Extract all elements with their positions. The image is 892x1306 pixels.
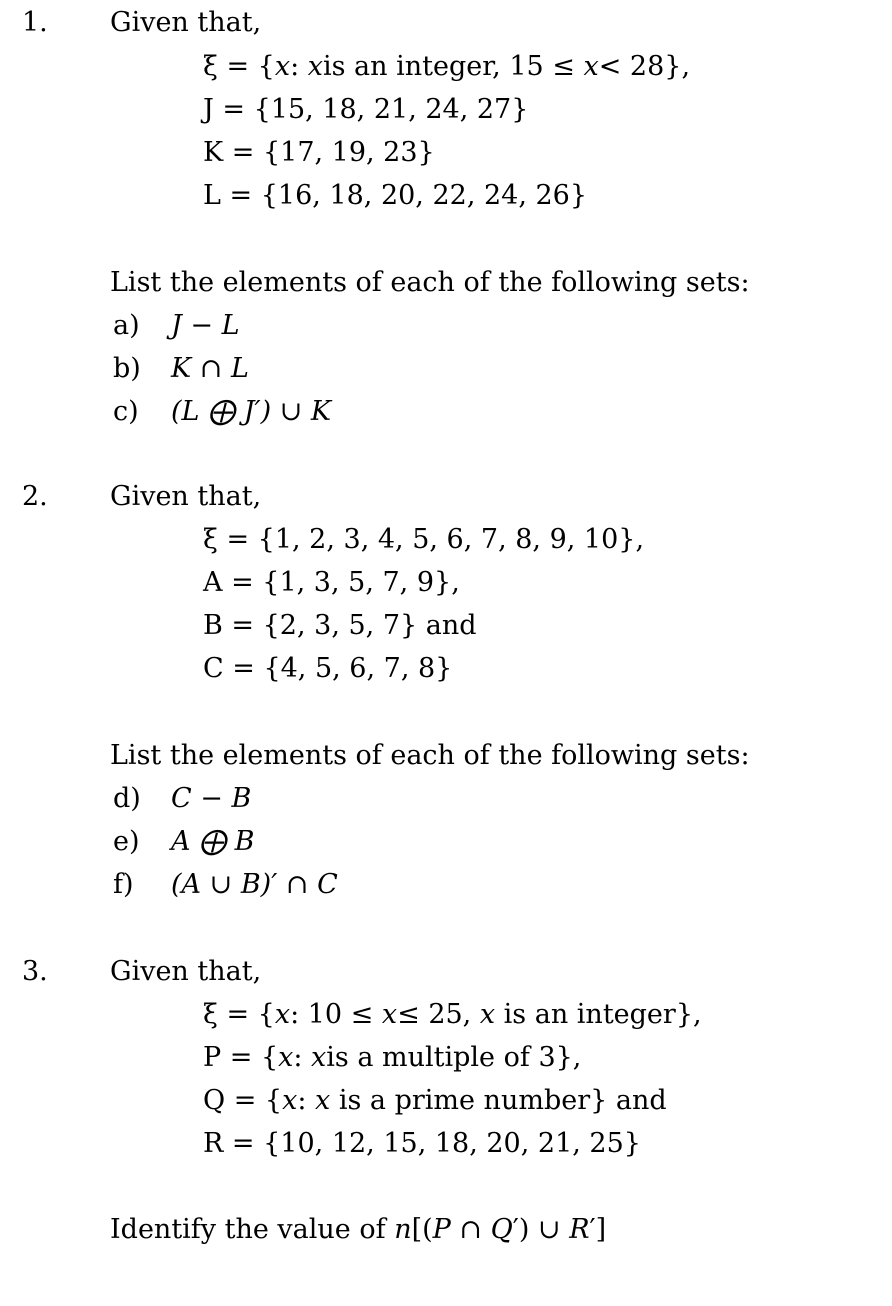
item-label: c)	[113, 396, 139, 427]
question-1-universal-set: ξ = {𝑥: 𝑥is an integer, 15 ≤ 𝑥< 28},	[203, 51, 691, 82]
question-2-number: 2.	[22, 481, 48, 512]
question-2-set-a: A = {1, 3, 5, 7, 9},	[203, 567, 460, 598]
question-3-universal-set: ξ = {𝑥: 10 ≤ 𝑥≤ 25, 𝑥 is an integer},	[203, 999, 702, 1030]
question-2-item-d	[113, 782, 251, 816]
item-expression: 𝐾 ∩ 𝐿	[171, 353, 249, 384]
question-1-number: 1.	[22, 7, 48, 38]
question-2-instruction: List the elements of each of the following sets:	[110, 740, 750, 771]
question-2-item-e	[113, 825, 255, 859]
question-3-instruction: Identify the value of 𝑛[(𝑃 ∩ 𝑄′) ∪ 𝑅′]	[110, 1214, 607, 1245]
question-1-item-b	[113, 352, 249, 386]
question-3-set-p: P = {𝑥: 𝑥is a multiple of 3},	[203, 1042, 582, 1073]
question-2-item-f	[113, 868, 338, 902]
question-3-number: 3.	[22, 956, 48, 987]
question-1-set-j: J = {15, 18, 21, 24, 27}	[203, 94, 529, 125]
question-3-intro: Given that,	[110, 956, 262, 987]
item-expression: (𝐴 ∪ 𝐵)′ ∩ 𝐶	[171, 869, 338, 900]
item-label: d)	[113, 783, 141, 814]
question-2-universal-set: ξ = {1, 2, 3, 4, 5, 6, 7, 8, 9, 10},	[203, 524, 645, 555]
item-label: a)	[113, 310, 140, 341]
question-1-instruction: List the elements of each of the following sets:	[110, 267, 750, 298]
question-3-set-r: R = {10, 12, 15, 18, 20, 21, 25}	[203, 1128, 641, 1159]
question-1-set-l: L = {16, 18, 20, 22, 24, 26}	[203, 180, 588, 211]
question-2-set-b: B = {2, 3, 5, 7} and	[203, 610, 477, 641]
item-expression: 𝐶 − 𝐵	[171, 783, 252, 814]
item-label: f)	[113, 869, 134, 900]
item-expression: 𝐴 ⨁ 𝐵	[171, 826, 255, 857]
question-2-set-c: C = {4, 5, 6, 7, 8}	[203, 653, 453, 684]
question-1-item-c	[113, 395, 331, 429]
question-1-set-k: K = {17, 19, 23}	[203, 137, 435, 168]
item-expression: 𝐽 − 𝐿	[171, 310, 240, 341]
question-1-intro: Given that,	[110, 7, 262, 38]
question-2-intro: Given that,	[110, 481, 262, 512]
question-1-item-a	[113, 309, 240, 343]
item-label: e)	[113, 826, 140, 857]
item-label: b)	[113, 353, 141, 384]
item-expression: (𝐿 ⨁ 𝐽′) ∪ 𝐾	[171, 396, 332, 427]
question-3-set-q: Q = {𝑥: 𝑥 is a prime number} and	[203, 1085, 667, 1116]
